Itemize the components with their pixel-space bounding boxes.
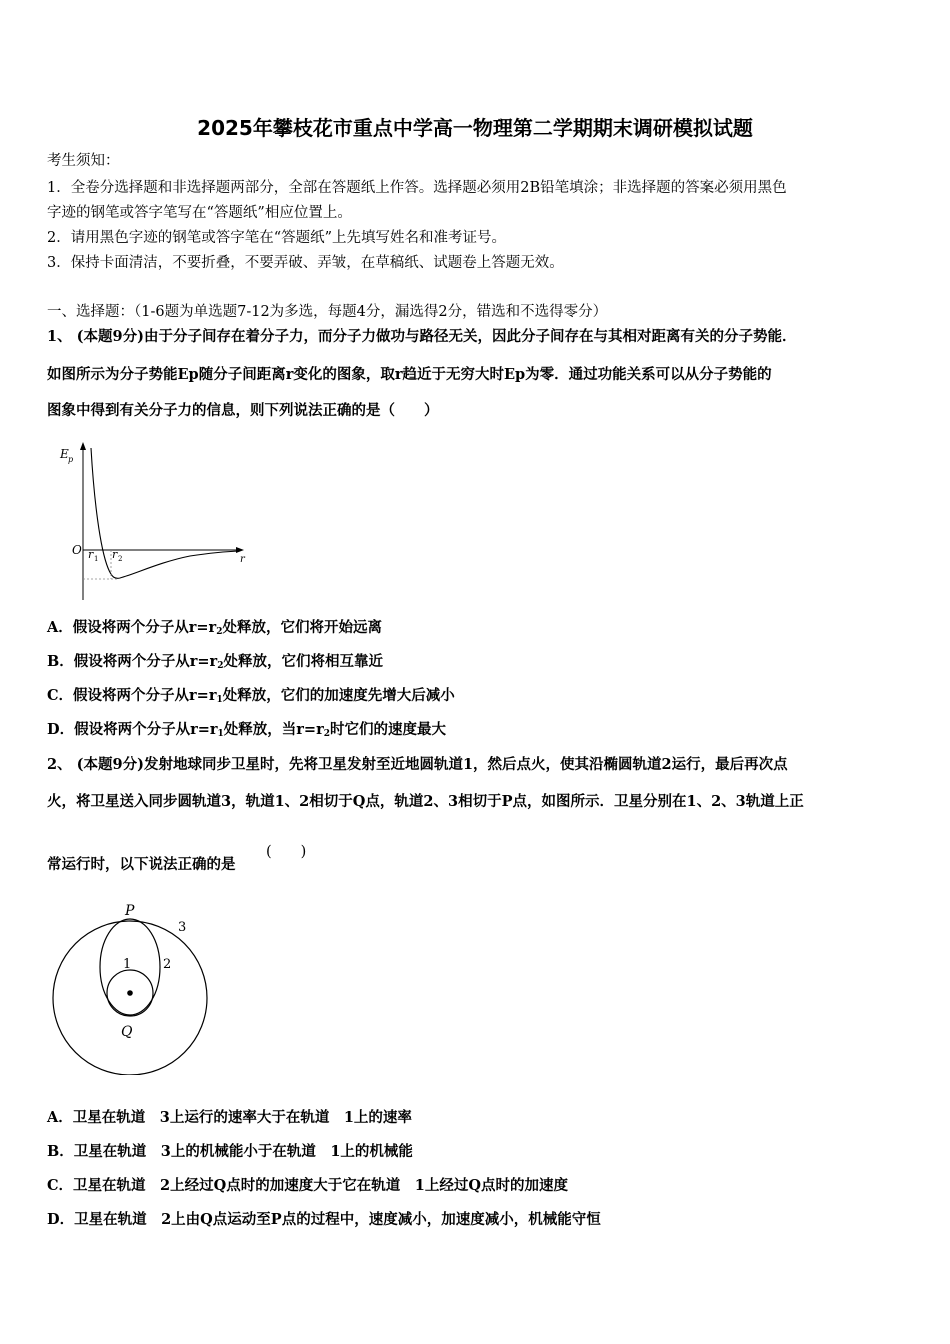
fig1-r1: r <box>88 548 94 561</box>
q1-line-1: 1、 (本题9分)由于分子间存在着分子力，而分子力做功与路径无关，因此分子间存在与其相对距离有关的分子势能． <box>47 328 797 345</box>
q1-option-a: A．假设将两个分子从$r=r_2$处释放，它们将开始远离 <box>47 619 382 637</box>
notice-line-2: 2．请用黑色字迹的钢笔或答字笔在“答题纸”上先填写姓名和准考证号。 <box>47 230 507 246</box>
q1-potential-energy-figure <box>50 440 260 605</box>
orbit-3-label: 3 <box>178 920 187 935</box>
fig1-ylabel-sub: p <box>68 455 74 464</box>
page-title: 2025年攀枝花市重点中学高一物理第二学期期末调研模拟试题 <box>197 116 753 140</box>
fig1-r2: r <box>112 548 118 561</box>
fig1-xlabel: r <box>240 554 245 565</box>
earth-center <box>127 990 133 996</box>
q2-line-1: 2、 (本题9分)发射地球同步卫星时，先将卫星发射至近地圆轨道1，然后点火，使其沿椭圆轨道2运行，最后再次点 <box>47 756 788 773</box>
q2-line-2: 火，将卫星送入同步圆轨道3，轨道1、2相切于Q点，轨道2、3相切于P点，如图所示．卫星分别在1、2、3轨道上正 <box>47 793 804 810</box>
point-p-label: P <box>125 903 135 919</box>
q1-line-3: 图象中得到有关分子力的信息，则下列说法正确的是（ ） <box>47 402 439 419</box>
point-q-label: Q <box>121 1024 133 1040</box>
fig1-r2-sub: 2 <box>118 555 123 563</box>
notice-heading: 考生须知： <box>47 153 120 169</box>
q2-line-3: 常运行时，以下说法正确的是 <box>47 856 236 873</box>
q2-answer-paren: ( ) <box>266 844 307 860</box>
orbit-3 <box>53 921 207 1075</box>
q2-option-a: A．卫星在轨道 3上运行的速率大于在轨道 1上的速率 <box>47 1109 412 1126</box>
notice-line-1a: 1．全卷分选择题和非选择题两部分，全部在答题纸上作答。选择题必须用2B铅笔填涂；非选择题的答案必须用黑色 <box>47 180 787 196</box>
q1-option-c: C．假设将两个分子从$r=r_1$处释放，它们的加速度先增大后减小 <box>47 687 455 705</box>
section-heading: 一、选择题：（1-6题为单选题7-12为多选，每题4分，漏选得2分，错选和不选得零分） <box>47 304 608 320</box>
orbit-2-label: 2 <box>163 957 172 972</box>
q2-orbit-figure <box>45 895 220 1075</box>
orbit-1-label: 1 <box>123 957 132 972</box>
q2-option-c: C．卫星在轨道 2上经过Q点时的加速度大于它在轨道 1上经过Q点时的加速度 <box>47 1177 568 1194</box>
q1-option-d: D．假设将两个分子从$r=r_1$处释放，当$r=r_2$时它们的速度最大 <box>47 721 446 739</box>
q1-option-b: B．假设将两个分子从$r=r_2$处释放，它们将相互靠近 <box>47 653 383 671</box>
y-axis-arrow <box>80 442 86 450</box>
q1-line-2: 如图所示为分子势能Ep随分子间距离r变化的图象，取r趋近于无穷大时Ep为零．通过功能关系可以从分子势能的 <box>47 366 772 383</box>
notice-line-1b: 字迹的钢笔或答字笔写在“答题纸”相应位置上。 <box>47 205 352 221</box>
fig1-ylabel: E <box>60 447 69 461</box>
q2-option-d: D．卫星在轨道 2上由Q点运动至P点的过程中，速度减小，加速度减小，机械能守恒 <box>47 1211 601 1228</box>
x-axis-arrow <box>236 547 244 553</box>
fig1-r1-sub: 1 <box>94 555 99 563</box>
notice-line-3: 3．保持卡面清洁，不要折叠，不要弄破、弄皱，在草稿纸、试题卷上答题无效。 <box>47 255 564 271</box>
fig1-origin: O <box>72 543 82 557</box>
q2-option-b: B．卫星在轨道 3上的机械能小于在轨道 1上的机械能 <box>47 1143 413 1160</box>
